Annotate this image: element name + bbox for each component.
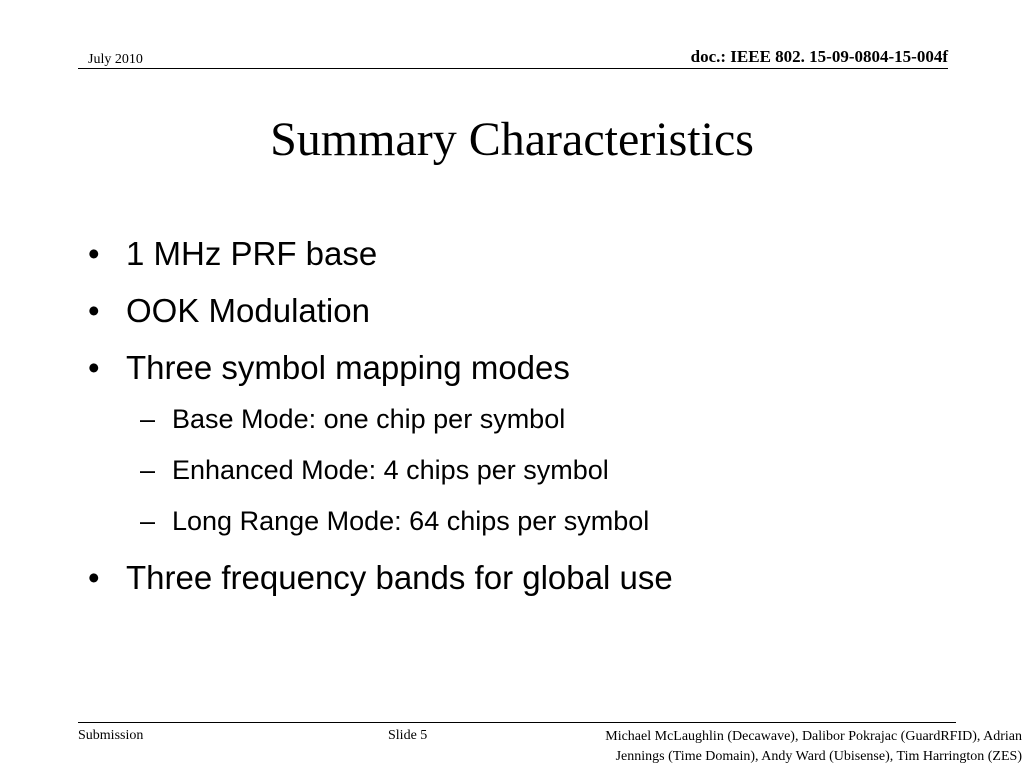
footer-submission: Submission xyxy=(78,728,144,743)
bullet-item xyxy=(88,342,988,399)
footer-authors-line-1: Michael McLaughlin (Decawave), Dalibor Pokrajac (GuardRFID), Adrian xyxy=(605,729,1022,744)
bullet-text: OOK Modulation xyxy=(126,292,370,329)
sub-bullet-text: Base Mode: one chip per symbol xyxy=(172,404,566,434)
bullet-marker: • xyxy=(88,235,100,272)
bullet-marker: • xyxy=(88,292,100,329)
bullet-item xyxy=(88,552,988,609)
bullet-marker: • xyxy=(88,349,100,386)
footer-divider xyxy=(78,722,956,723)
sub-bullet-item xyxy=(88,501,988,552)
bullet-text: Three symbol mapping modes xyxy=(126,349,570,386)
bullet-text: Three frequency bands for global use xyxy=(126,559,673,596)
dash-marker: – xyxy=(140,455,156,485)
slide-title: Summary Characteristics xyxy=(270,113,754,166)
footer-slide-number: Slide 5 xyxy=(388,728,428,743)
sub-bullet-text: Enhanced Mode: 4 chips per symbol xyxy=(172,455,609,485)
sub-bullet-text: Long Range Mode: 64 chips per symbol xyxy=(172,506,650,536)
header-doc-id: doc.: IEEE 802. 15-09-0804-15-004f xyxy=(690,47,948,66)
sub-bullet-item xyxy=(88,399,988,450)
bullet-text: 1 MHz PRF base xyxy=(126,235,378,272)
footer-authors-line-2: Jennings (Time Domain), Andy Ward (Ubisense), Tim Harrington (ZES) xyxy=(615,749,1022,764)
footer-authors xyxy=(605,727,1022,767)
bullet-item xyxy=(88,228,988,285)
header-date: July 2010 xyxy=(88,52,143,67)
bullet-marker: • xyxy=(88,559,100,596)
header-divider xyxy=(78,68,948,69)
sub-bullet-item xyxy=(88,450,988,501)
dash-marker: – xyxy=(140,404,156,434)
bullet-item xyxy=(88,285,988,342)
dash-marker: – xyxy=(140,506,156,536)
bullet-list xyxy=(88,228,988,609)
